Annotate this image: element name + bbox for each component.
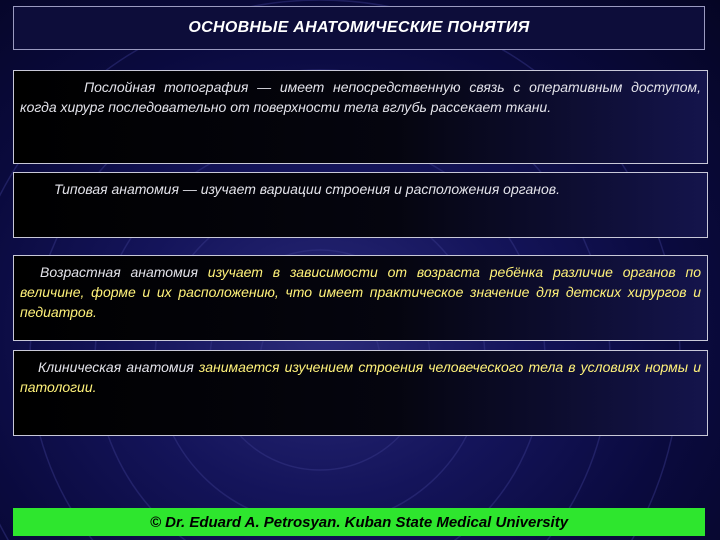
definition-term: Возрастная анатомия	[40, 264, 198, 280]
definition-text	[20, 357, 701, 397]
copyright-text: © Dr. Eduard A. Petrosyan. Kuban State Medical University	[149, 513, 569, 531]
definition-text: Типовая анатомия — изучает вариации строения и расположения органов.	[54, 181, 560, 197]
definition-text: Послойная топография — имеет непосредственную связь с оперативным доступом, когда хирург последовательно от поверхности тела вглубь рассекает ткани.	[20, 79, 701, 115]
definition-box-layered-topography	[13, 70, 708, 164]
page-title: ОСНОВНЫЕ АНАТОМИЧЕСКИЕ ПОНЯТИЯ	[188, 19, 530, 36]
definition-text	[20, 262, 701, 322]
copyright-footer	[13, 508, 705, 536]
definition-body: занимается изучением строения человеческого тела в условиях нормы и патологии.	[20, 359, 701, 395]
definition-term: Клиническая анатомия	[38, 359, 194, 375]
definition-body: изучает в зависимости от возраста ребёнка различие органов по величине, форме и их расположению, что имеет практическое значение для детских хирургов и педиатров.	[20, 264, 701, 320]
definition-box-clinical-anatomy	[13, 350, 708, 436]
title-bar	[13, 6, 705, 50]
definition-box-typical-anatomy	[13, 172, 708, 238]
definition-box-age-anatomy	[13, 255, 708, 341]
